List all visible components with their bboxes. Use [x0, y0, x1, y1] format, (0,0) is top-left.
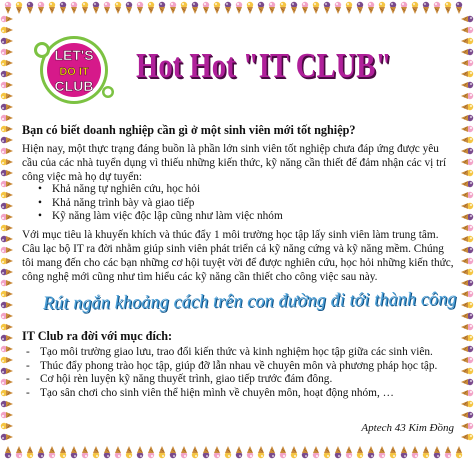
skill-item: • Khả năng tự nghiên cứu, học hỏi [38, 183, 201, 195]
ice-cream-cone-icon [313, 446, 319, 458]
ice-cream-cone-icon [1, 137, 13, 143]
ice-cream-cone-icon [225, 2, 231, 14]
ice-cream-cone-icon [1, 346, 13, 352]
ice-cream-cone-icon [1, 423, 13, 429]
ice-cream-cone-icon [461, 148, 473, 154]
ice-cream-cone-icon [461, 104, 473, 110]
bullet-icon: • [38, 196, 42, 209]
ice-cream-cone-icon [137, 446, 143, 458]
ice-cream-cone-icon [16, 2, 22, 14]
ice-cream-cone-icon [1, 181, 13, 187]
ice-cream-cone-icon [115, 2, 121, 14]
ice-cream-cone-icon [1, 148, 13, 154]
ice-cream-cone-icon [1, 302, 13, 308]
ice-cream-cone-icon [269, 2, 275, 14]
ice-cream-cone-icon [461, 379, 473, 385]
ice-cream-cone-icon [203, 446, 209, 458]
ice-cream-cone-icon [390, 2, 396, 14]
ice-cream-cone-icon [379, 2, 385, 14]
ice-cream-cone-icon [461, 247, 473, 253]
ice-cream-cone-icon [137, 2, 143, 14]
ice-cream-cone-icon [461, 38, 473, 44]
ice-cream-cone-icon [461, 324, 473, 330]
ice-cream-cone-icon [324, 2, 330, 14]
ice-cream-cone-icon [1, 104, 13, 110]
slogan: Rút ngắn khoảng cách trên con đường đi tới thành công [42, 288, 457, 314]
ice-cream-cone-icon [302, 2, 308, 14]
skill-item: • Kỹ năng làm việc độc lập cũng như làm việc nhóm [38, 210, 283, 223]
ice-cream-cone-icon [412, 2, 418, 14]
ice-cream-cone-icon [324, 446, 330, 458]
ice-cream-cone-icon [1, 38, 13, 44]
ice-cream-cone-icon [461, 313, 473, 319]
ice-cream-cone-icon [1, 434, 13, 440]
ice-cream-cone-icon [82, 446, 88, 458]
ice-cream-cone-icon [148, 2, 154, 14]
ice-cream-cone-icon [461, 137, 473, 143]
ice-cream-cone-icon [461, 181, 473, 187]
ice-cream-cone-icon [104, 446, 110, 458]
ice-cream-cone-icon [461, 16, 473, 22]
ice-cream-cone-icon [434, 446, 440, 458]
ice-cream-cone-icon [1, 247, 13, 253]
ice-cream-cone-icon [1, 313, 13, 319]
ice-cream-cone-icon [368, 2, 374, 14]
ice-cream-cone-icon [1, 126, 13, 132]
ice-cream-cone-icon [1, 159, 13, 165]
ice-cream-cone-icon [159, 446, 165, 458]
ice-cream-cone-icon [38, 2, 44, 14]
ice-cream-cone-icon [461, 203, 473, 209]
intro-paragraph: Hiện nay, một thực trạng đáng buồn là phần lớn sinh viên tốt nghiệp chưa đáp ứng được yêu cầu của các nhà tuyển dụng vì thiếu những kiến thức, kỹ năng cần thiết để đảm nhận các vị trí công việc mà họ dự tuyển: [22, 143, 447, 183]
logo-text-do-it: DO IT [59, 66, 89, 78]
ice-cream-cone-icon [203, 2, 209, 14]
purpose-list [26, 346, 458, 400]
ice-cream-cone-icon [1, 93, 13, 99]
ice-cream-cone-icon [313, 2, 319, 14]
ice-cream-cone-icon [1, 335, 13, 341]
ice-cream-cone-icon [60, 2, 66, 14]
ice-cream-cone-icon [1, 390, 13, 396]
ice-cream-cone-icon [27, 446, 33, 458]
ice-cream-cone-icon [461, 236, 473, 242]
ice-cream-cone-icon [461, 82, 473, 88]
ice-cream-cone-icon [1, 115, 13, 121]
ice-cream-cone-icon [1, 368, 13, 374]
dash-icon: - [26, 359, 30, 372]
ice-cream-cone-icon [368, 446, 374, 458]
ice-cream-cone-icon [461, 357, 473, 363]
ice-cream-cone-icon [1, 236, 13, 242]
ice-cream-cone-icon [445, 446, 451, 458]
ice-cream-cone-icon [1, 291, 13, 297]
ice-cream-cone-icon [461, 192, 473, 198]
ice-cream-cone-icon [1, 192, 13, 198]
purpose-item: - Tạo sân chơi cho sinh viên thể hiện mình về chuyên môn, hoạt động nhóm, … [26, 386, 394, 399]
ice-cream-cone-icon [214, 446, 220, 458]
ice-cream-cone-icon [461, 159, 473, 165]
purpose-item: - Tạo môi trường giao lưu, trao đổi kiến thức và kinh nghiệm học tập giữa các sinh viên. [26, 346, 433, 358]
ice-cream-cone-icon [1, 16, 13, 22]
ice-cream-cone-icon [461, 71, 473, 77]
ice-cream-cone-icon [401, 446, 407, 458]
ice-cream-cone-icon [461, 335, 473, 341]
ice-cream-cone-icon [461, 214, 473, 220]
purpose-item: - Thúc đẩy phong trào học tập, giúp đỡ lẫn nhau về chuyên môn và phương pháp học tập. [26, 359, 438, 372]
ice-cream-cone-icon [461, 423, 473, 429]
logo-text-club: CLUB [54, 78, 94, 94]
ice-cream-cone-icon [401, 2, 407, 14]
signature: Aptech 43 Kim Đồng [361, 422, 454, 434]
ice-cream-cone-icon [461, 126, 473, 132]
ice-cream-cone-icon [148, 446, 154, 458]
ice-cream-cone-icon [236, 446, 242, 458]
ice-cream-cone-icon [357, 446, 363, 458]
ice-cream-cone-icon [346, 2, 352, 14]
ice-cream-cone-icon [269, 446, 275, 458]
ice-cream-cone-icon [335, 2, 341, 14]
ice-cream-cone-icon [93, 2, 99, 14]
ice-cream-cone-icon [71, 2, 77, 14]
ice-cream-cone-icon [258, 446, 264, 458]
ice-cream-cone-icon [379, 446, 385, 458]
ice-cream-cone-icon [126, 2, 132, 14]
ice-cream-cone-icon [302, 446, 308, 458]
ice-cream-cone-icon [60, 446, 66, 458]
ice-cream-cone-icon [1, 379, 13, 385]
ice-cream-cone-icon [1, 269, 13, 275]
ice-cream-cone-icon [1, 82, 13, 88]
mission-paragraph: Với mục tiêu là khuyến khích và thúc đẩy 1 môi trường học tập lấy sinh viên làm trung tâm. Câu lạc bộ IT ra đời nhằm giúp sinh viên phát triển cả kỹ năng cứng và kỹ năng mềm. Chúng tôi mang đến cho các bạn những cơ hội tuyệt vời để được nghiên cứu, học hỏi những kiến thức, công nghệ mới cũng như tìm hiểu các kỹ năng cần thiết cho công việc sau này. [22, 229, 454, 283]
ice-cream-cone-icon [346, 446, 352, 458]
ice-cream-cone-icon [461, 49, 473, 55]
ice-cream-cone-icon [461, 280, 473, 286]
ice-cream-cone-icon [461, 93, 473, 99]
ice-cream-cone-icon [49, 446, 55, 458]
ice-cream-cone-icon [1, 324, 13, 330]
ice-cream-cone-icon [1, 357, 13, 363]
ice-cream-cone-icon [445, 2, 451, 14]
headline: Hot Hot "IT CLUB" [136, 46, 392, 85]
ice-cream-cone-icon [461, 412, 473, 418]
ice-cream-cone-icon [170, 2, 176, 14]
ice-cream-cone-icon [423, 2, 429, 14]
ice-cream-cone-icon [181, 446, 187, 458]
dash-icon: - [26, 346, 30, 358]
ice-cream-cone-icon [461, 434, 473, 440]
ice-cream-cone-icon [461, 368, 473, 374]
ice-cream-cone-icon [181, 2, 187, 14]
ice-cream-cone-icon [461, 170, 473, 176]
ice-cream-cone-icon [434, 2, 440, 14]
ice-cream-cone-icon [192, 446, 198, 458]
skills-list [38, 183, 438, 224]
ice-cream-cone-icon [461, 27, 473, 33]
ice-cream-cone-icon [461, 269, 473, 275]
ice-cream-cone-icon [38, 446, 44, 458]
ice-cream-cone-icon [1, 60, 13, 66]
ice-cream-cone-icon [27, 2, 33, 14]
ice-cream-cone-icon [280, 446, 286, 458]
ice-cream-cone-icon [93, 446, 99, 458]
ice-cream-cone-icon [1, 214, 13, 220]
ice-cream-cone-icon [335, 446, 341, 458]
ice-cream-cone-icon [390, 446, 396, 458]
ice-cream-cone-icon [247, 2, 253, 14]
ice-cream-cone-icon [1, 412, 13, 418]
ice-cream-cone-icon [192, 2, 198, 14]
logo-text-lets: LET'S [54, 47, 94, 63]
ice-cream-cone-icon [1, 401, 13, 407]
ice-cream-cone-icon [461, 346, 473, 352]
ice-cream-cone-icon [1, 170, 13, 176]
ice-cream-cone-icon [461, 291, 473, 297]
ice-cream-cone-icon [82, 2, 88, 14]
ice-cream-cone-icon [170, 446, 176, 458]
question: Bạn có biết doanh nghiệp cần gì ở một sinh viên mới tốt nghiệp? [22, 123, 356, 137]
ice-cream-cone-icon [1, 27, 13, 33]
ice-cream-cone-icon [49, 2, 55, 14]
ice-cream-cone-icon [258, 2, 264, 14]
ice-cream-cone-icon [461, 401, 473, 407]
ice-cream-cone-icon [1, 71, 13, 77]
ice-cream-cone-icon [1, 280, 13, 286]
skill-item: • Khả năng trình bày và giao tiếp [38, 196, 195, 209]
ice-cream-cone-icon [423, 446, 429, 458]
ice-cream-cone-icon [456, 446, 462, 458]
dash-icon: - [26, 373, 30, 386]
lets-do-it-club-logo [28, 30, 120, 108]
ice-cream-cone-icon [461, 302, 473, 308]
ice-cream-cone-icon [412, 446, 418, 458]
ice-cream-cone-icon [1, 49, 13, 55]
ice-cream-cone-icon [1, 258, 13, 264]
ice-cream-cone-icon [16, 446, 22, 458]
ice-cream-cone-icon [236, 2, 242, 14]
ice-cream-cone-icon [461, 115, 473, 121]
ice-cream-cone-icon [291, 446, 297, 458]
ice-cream-cone-icon [159, 2, 165, 14]
ice-cream-cone-icon [461, 60, 473, 66]
purpose-heading: IT Club ra đời với mục đích: [22, 329, 173, 343]
flyer-content [18, 16, 456, 446]
dash-icon: - [26, 386, 30, 399]
ice-cream-cone-icon [1, 225, 13, 231]
ice-cream-cone-icon [5, 2, 11, 14]
ice-cream-cone-icon [461, 258, 473, 264]
purpose-item: - Cơ hội rèn luyện kỹ năng thuyết trình, giao tiếp trước đám đông. [26, 373, 333, 386]
bullet-icon: • [38, 183, 42, 195]
bullet-icon: • [38, 210, 42, 223]
ice-cream-cone-icon [291, 2, 297, 14]
ice-cream-cone-icon [247, 446, 253, 458]
ice-cream-cone-icon [461, 390, 473, 396]
ice-cream-cone-icon [71, 446, 77, 458]
ice-cream-cone-icon [115, 446, 121, 458]
ice-cream-cone-icon [280, 2, 286, 14]
ice-cream-cone-icon [357, 2, 363, 14]
ice-cream-cone-icon [214, 2, 220, 14]
ice-cream-cone-icon [461, 225, 473, 231]
ice-cream-cone-icon [126, 446, 132, 458]
ice-cream-cone-icon [456, 2, 462, 14]
ice-cream-cone-icon [104, 2, 110, 14]
ice-cream-cone-icon [225, 446, 231, 458]
ice-cream-cone-icon [5, 446, 11, 458]
ice-cream-cone-icon [1, 203, 13, 209]
